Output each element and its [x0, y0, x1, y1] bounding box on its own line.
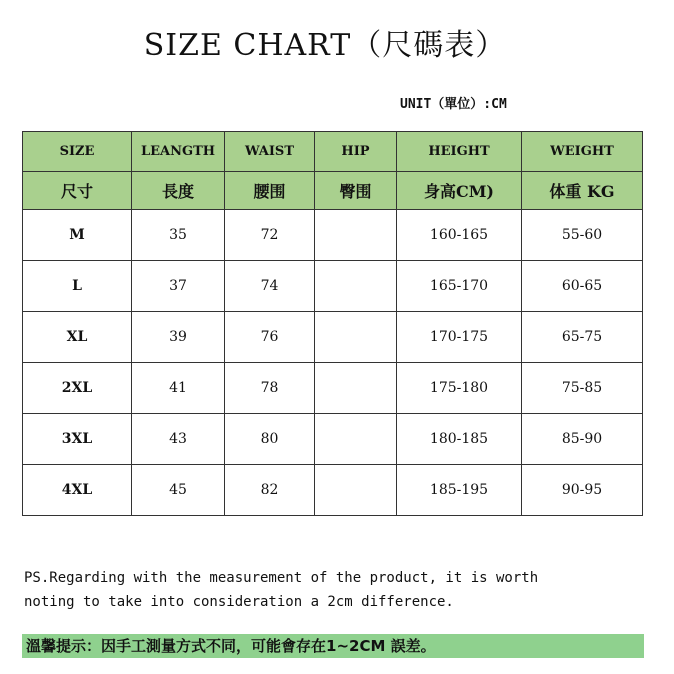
cell-waist: 74	[225, 261, 315, 312]
size-chart-table	[22, 131, 643, 516]
cell-weight: 55-60	[522, 210, 643, 261]
cell-length: 39	[132, 312, 225, 363]
cell-size: M	[23, 210, 132, 261]
table-header-row-zh	[23, 172, 643, 210]
cell-hip	[315, 465, 397, 516]
cell-size: L	[23, 261, 132, 312]
cell-size: XL	[23, 312, 132, 363]
header-height-zh: 身高CM)	[397, 172, 522, 210]
cell-size: 3XL	[23, 414, 132, 465]
cell-length: 37	[132, 261, 225, 312]
header-height: HEIGHT	[397, 132, 522, 172]
cell-weight: 60-65	[522, 261, 643, 312]
header-waist: WAIST	[225, 132, 315, 172]
header-size: SIZE	[23, 132, 132, 172]
note-line-1: PS.Regarding with the measurement of the product, it is worth	[24, 570, 539, 586]
cell-weight: 75-85	[522, 363, 643, 414]
note-line-2: noting to take into consideration a 2cm difference.	[24, 594, 454, 610]
cell-size: 4XL	[23, 465, 132, 516]
cell-hip	[315, 363, 397, 414]
cell-hip	[315, 261, 397, 312]
unit-label: UNIT（單位）:CM	[400, 97, 507, 112]
header-size-zh: 尺寸	[23, 172, 132, 210]
cell-hip	[315, 210, 397, 261]
table-row	[23, 312, 643, 363]
warm-tip-banner: 溫馨提示：因手工測量方式不同，可能會存在1~2CM 誤差。	[22, 634, 644, 658]
cell-weight: 90-95	[522, 465, 643, 516]
table-row	[23, 465, 643, 516]
cell-hip	[315, 414, 397, 465]
cell-height: 175-180	[397, 363, 522, 414]
table-row	[23, 414, 643, 465]
cell-waist: 82	[225, 465, 315, 516]
cell-waist: 72	[225, 210, 315, 261]
cell-hip	[315, 312, 397, 363]
cell-height: 170-175	[397, 312, 522, 363]
cell-length: 41	[132, 363, 225, 414]
cell-length: 43	[132, 414, 225, 465]
cell-weight: 85-90	[522, 414, 643, 465]
page-title: SIZE CHART（尺碼表）	[143, 28, 507, 63]
cell-height: 185-195	[397, 465, 522, 516]
header-weight: WEIGHT	[522, 132, 643, 172]
cell-height: 160-165	[397, 210, 522, 261]
cell-waist: 76	[225, 312, 315, 363]
header-hip-zh: 臀围	[315, 172, 397, 210]
table-row	[23, 363, 643, 414]
cell-waist: 80	[225, 414, 315, 465]
table-header-row-en	[23, 132, 643, 172]
header-waist-zh: 腰围	[225, 172, 315, 210]
header-hip: HIP	[315, 132, 397, 172]
header-length: LEANGTH	[132, 132, 225, 172]
table-row	[23, 261, 643, 312]
cell-height: 180-185	[397, 414, 522, 465]
cell-length: 45	[132, 465, 225, 516]
cell-length: 35	[132, 210, 225, 261]
cell-height: 165-170	[397, 261, 522, 312]
header-length-zh: 長度	[132, 172, 225, 210]
cell-waist: 78	[225, 363, 315, 414]
cell-weight: 65-75	[522, 312, 643, 363]
measurement-note	[24, 566, 654, 614]
header-weight-zh: 体重 KG	[522, 172, 643, 210]
table-row	[23, 210, 643, 261]
cell-size: 2XL	[23, 363, 132, 414]
